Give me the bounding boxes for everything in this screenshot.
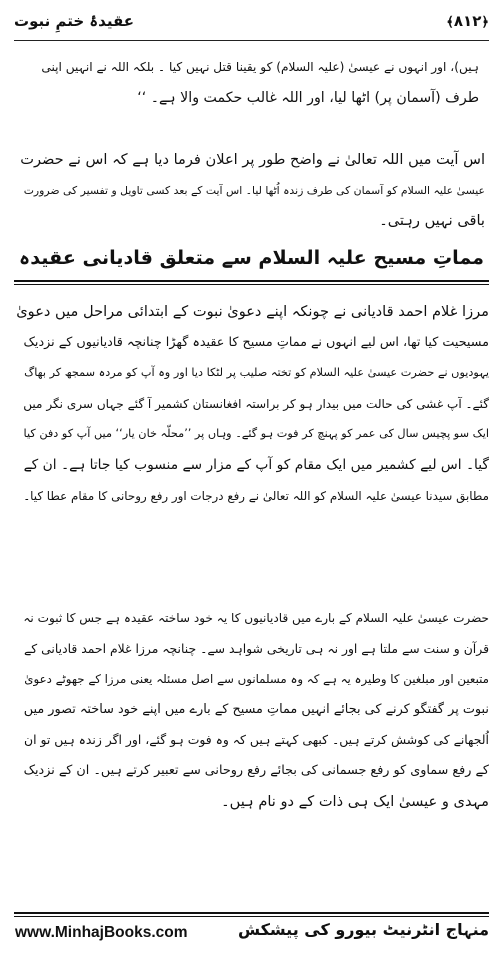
- paragraph-line: مسیحیت کیا تھا، اس لیے انہوں نے مماتِ مسیح کا عقیدہ گھڑا چنانچہ قادیانیوں کے نزدیک: [23, 334, 489, 350]
- footer-rule-thin: [14, 916, 489, 917]
- paragraph-2: [14, 297, 489, 511]
- footer-website-link[interactable]: www.MinhajBooks.com: [15, 924, 188, 941]
- ornament-right-icon: ﴿: [481, 15, 489, 30]
- paragraph-line: اُلجھانے کی کوشش کرتے ہیں۔ کبھی کہتے ہیں کہ وہ فوت ہو گئے، اور اگر زندہ ہیں تو ان: [24, 732, 489, 748]
- section-heading: مماتِ مسیح علیہ السلام سے متعلق قادیانی عقیدہ: [19, 246, 484, 269]
- page-header: [14, 10, 489, 36]
- footer-rule: [14, 912, 489, 914]
- paragraph-line: مہدی و عیسیٰ ایک ہی ذات کے دو نام ہیں۔: [221, 792, 489, 810]
- paragraph-line: یہودیوں نے حضرت عیسیٰ علیہ السلام کو تختہ صلیب پر لٹکا دیا اور وہ آپ کو مردہ سمجھ کر بھاگ: [24, 366, 489, 380]
- running-title: عقیدۂ ختمِ نبوت: [14, 12, 134, 30]
- heading-underline: [14, 280, 489, 282]
- paragraph-line: عیسیٰ علیہ السلام کو آسمان کی طرف زندہ اُٹھا لیا۔ اس آیت کے بعد کسی تاویل و تفسیر کی ضرورت: [23, 183, 485, 197]
- paragraph-line: گیا۔ اس لیے کشمیر میں ایک مقام کو آپ کے مزار سے منسوب کیا جاتا ہے۔ ان کے: [23, 456, 489, 473]
- quote-line: ہیں)، اور انہوں نے عیسیٰ (علیہ السلام) کو یقینا قتل نہیں کیا ‏‏‏‏۔ بلکہ اللہ نے انہیں اپنی: [41, 60, 479, 74]
- paragraph-line: باقی نہیں رہتی۔: [379, 212, 485, 230]
- paragraph-1: [14, 145, 485, 237]
- paragraph-line: گئے۔ آپ غشی کی حالت میں بیدار ہو کر براستہ افغانستان کشمیر آ گئے جہاں سری نگر میں: [23, 396, 489, 411]
- footer-credit: منہاج انٹرنیٹ بیورو کی پیشکش: [237, 920, 489, 939]
- ornament-left-icon: ﴾: [446, 15, 454, 30]
- header-rule: [14, 40, 489, 41]
- heading-underline-thin: [14, 284, 489, 285]
- paragraph-line: قرآن و سنت سے ملتا ہے اور نہ ہی تاریخی شواہد سے۔ چنانچہ مرزا غلام احمد قادیانی کے: [24, 640, 489, 656]
- paragraph-line: متبعین اور مبلغین کا وطیرہ یہ ہے کہ وہ مسلمانوں سے اصل مسئلہ یعنی مرزا کے جھوٹے دعویٰ: [24, 672, 489, 687]
- paragraph-line: مرزا غلام احمد قادیانی نے چونکہ اپنے دعویٰ نبوت کے ابتدائی مراحل میں دعویٰ: [16, 303, 489, 320]
- quote-translation: [32, 52, 479, 114]
- quote-line: طرف (آسمان پر) اٹھا لیا، اور اللہ غالب حکمت والا ہے‏۔ ‘‘: [137, 90, 479, 106]
- paragraph-line: نبوت پر گفتگو کرنے کی بجائے انہیں مماتِ مسیح کے بارے میں اپنے خود ساختہ تصور میں: [23, 701, 489, 717]
- paragraph-line: ایک سو پچیس سال کی عمر کو پہنچ کر فوت ہو گئے۔ وہاں پر ’’محلّہ خان یار‘‘ میں آپ کو دفن کیا: [23, 427, 489, 441]
- paragraph-line: حضرت عیسیٰ علیہ السلام کے بارے میں قادیانیوں کا یہ خود ساختہ عقیدہ ہے جس کا ثبوت نہ: [23, 611, 489, 625]
- paragraph-line: کے رفع سماوی کو رفع جسمانی کی بجائے رفع روحانی سے تعبیر کرتے ہیں۔ ان کے نزدیک: [23, 762, 489, 778]
- paragraph-line: مطابق سیدنا عیسیٰ علیہ السلام کو اللہ تعالیٰ نے رفع درجات اور رفع روحانی کا مقام عطا کیا۔: [23, 488, 489, 503]
- paragraph-line: اس آیت میں اللہ تعالیٰ نے واضح طور پر اعلان فرما دیا ہے کہ اس نے حضرت: [20, 151, 485, 168]
- page-number: [446, 12, 489, 30]
- page-number-value: ۸۱۲: [453, 12, 482, 30]
- paragraph-3: [14, 603, 489, 817]
